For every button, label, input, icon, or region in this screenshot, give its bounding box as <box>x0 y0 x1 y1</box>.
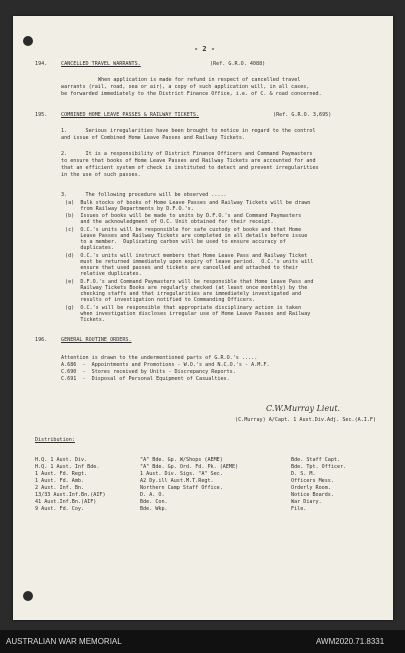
list-item: 1 Aust. Div. Sigs. "A" Sec. <box>140 471 223 477</box>
text-line: Tickets. <box>65 317 105 323</box>
list-item: H.Q. 1 Aust. Div. <box>35 457 88 463</box>
text-line: to a member. Duplicating carbon will be used to ensure accuracy of <box>65 239 286 245</box>
list-item: (d) O.C.'s units will instruct members that Home Leave Pass and Railway Ticket <box>65 253 308 259</box>
text-line: 3. The following procedure will be observed ..... <box>61 192 227 198</box>
page-number: - 2 - <box>194 45 216 53</box>
section-ref: (Ref. G.R.O. 4088) <box>210 61 266 67</box>
text-line: from Railway Departments by D.F.O.'s. <box>65 206 194 212</box>
list-item: Bde. Wkp. <box>140 506 168 512</box>
list-item: C.690 - Stores received by Units - Discrepancy Reports. <box>61 369 236 375</box>
list-item: A.686 - Appointments and Promotions - W.O.'s and N.C.O.'s - A.M.F. <box>61 362 270 368</box>
text-line: duplicates. <box>65 245 115 251</box>
section-number: 196. <box>35 337 48 343</box>
text-line: relative duplicates. <box>65 271 142 277</box>
text-line: When application is made for refund in respect of cancelled travel <box>98 77 301 83</box>
list-item: (g) O.C.'s will be responsible that appropriate disciplinary action is taken <box>65 305 302 311</box>
text-line: Attention is drawn to the undermentioned parts of G.R.O.'s ..... <box>61 355 258 361</box>
list-item: 1 Aust. Fd. Regt. <box>35 471 88 477</box>
text-line: Leave Passes and Railway Tickets are completed in all details before issue <box>65 233 308 239</box>
text-line: and the acknowledgment of O.C. Unit obtained for their receipt. <box>65 219 274 225</box>
handwritten-signature: C.W.Murray Lieut. <box>266 404 341 413</box>
archive-footer <box>0 630 405 653</box>
list-item: Northern Camp Staff Office. <box>140 485 223 491</box>
text-line: warrants (rail, road, sea or air), a copy of such application will, in all cases, <box>61 84 310 90</box>
text-line: to ensure that books of Home Leave Passes and Railway Tickets are accounted for and <box>61 158 316 164</box>
text-line: ensure that used passes and tickets are cancelled and attached to their <box>65 265 299 271</box>
list-item: "A" Bde. Gp. Ord. Fd. Pk. (AEME) <box>140 464 239 470</box>
punch-hole <box>23 36 33 46</box>
section-ref: (Ref. G.R.O. 3,695) <box>273 112 332 118</box>
text-line: checking staffs and that irregularities are immediately investigated and <box>65 291 302 297</box>
list-item: D. S. M. <box>291 471 316 477</box>
list-item: Officers Mess. <box>291 478 334 484</box>
distribution-label: Distribution: <box>35 437 75 443</box>
section-title: GENERAL ROUTINE ORDERS. <box>61 337 132 343</box>
section-title: CANCELLED TRAVEL WARRANTS. <box>61 61 141 67</box>
typed-signature: (C.Murray) A/Capt. 1 Aust.Div.Adj. Sec.(A.I.F) <box>235 417 377 423</box>
text-line: that an efficient system of check is instituted to detect and prevent irregularities <box>61 165 319 171</box>
list-item: 41 Aust.Inf.Bn.(AIF) <box>35 499 97 505</box>
document-page <box>13 16 393 620</box>
list-item: D. A. O. <box>140 492 165 498</box>
text-line: 2. It is a responsibility of District Finance Officers and Command Paymasters <box>61 151 313 157</box>
list-item: (c) O.C.'s units will be responsible for safe custody of books and that Home <box>65 227 302 233</box>
section-number: 194. <box>35 61 48 67</box>
list-item: File. <box>291 506 307 512</box>
footer-accession-id: AWM2020.71.8331 <box>316 637 385 646</box>
section-number: 195. <box>35 112 48 118</box>
list-item: War Diary. <box>291 499 322 505</box>
list-item: 2 Aust. Inf. Bn. <box>35 485 85 491</box>
list-item: H.Q. 1 Aust. Inf Bde. <box>35 464 100 470</box>
section-title: COMBINED HOME LEAVE PASSES & RAILWAY TICKETS. <box>61 112 200 118</box>
list-item: 1 Aust. Fd. Amb. <box>35 478 85 484</box>
list-item: Orderly Room. <box>291 485 331 491</box>
list-item: 13/33 Aust.Inf.Bn.(AIF) <box>35 492 106 498</box>
list-item: Bde. Staff Capt. <box>291 457 341 463</box>
text-line: and issue of Combined Home Leave Passes and Railway Tickets. <box>61 135 246 141</box>
text-line: in the use of such passes. <box>61 172 141 178</box>
list-item: "A" Bde. Gp. W/Shops (AEME) <box>140 457 223 463</box>
text-line: Railway Tickets Books are regularly checked (at least once monthly) by the <box>65 285 308 291</box>
list-item: Notice Boards. <box>291 492 334 498</box>
list-item: A2 Dy.ill Aust.M.T.Regt. <box>140 478 214 484</box>
list-item: (e) D.F.O.'s and Command Paymasters will be responsible that Home Leave Pass and <box>65 279 314 285</box>
text-line: must be returned immediately upon expiry of leave period. O.C.'s units will <box>65 259 314 265</box>
punch-hole <box>23 591 33 601</box>
text-line: results of investigation notified to Commanding Officers. <box>65 297 256 303</box>
list-item: (a) Bulk stocks of books of Home Leave Passes and Railway Tickets will be drawn <box>65 200 311 206</box>
text-line: 1. Serious irregularities have been brought to notice in regard to the control <box>61 128 316 134</box>
list-item: C.691 - Disposal of Personal Equipment of Casualties. <box>61 376 230 382</box>
list-item: Bde. Tpt. Officer. <box>291 464 347 470</box>
footer-source: AUSTRALIAN WAR MEMORIAL <box>6 637 122 646</box>
text-line: be forwarded immediately to the District Finance Office, i.e. of C. & road concerned. <box>61 91 322 97</box>
list-item: 9 Aust. Fd. Coy. <box>35 506 85 512</box>
text-line: when investigation discloses irregular use of Home Leave Passes and Railway <box>65 311 311 317</box>
list-item: Bde. Con. <box>140 499 168 505</box>
list-item: (b) Issues of books will be made to units by D.F.O.'s and Command Paymasters <box>65 213 302 219</box>
